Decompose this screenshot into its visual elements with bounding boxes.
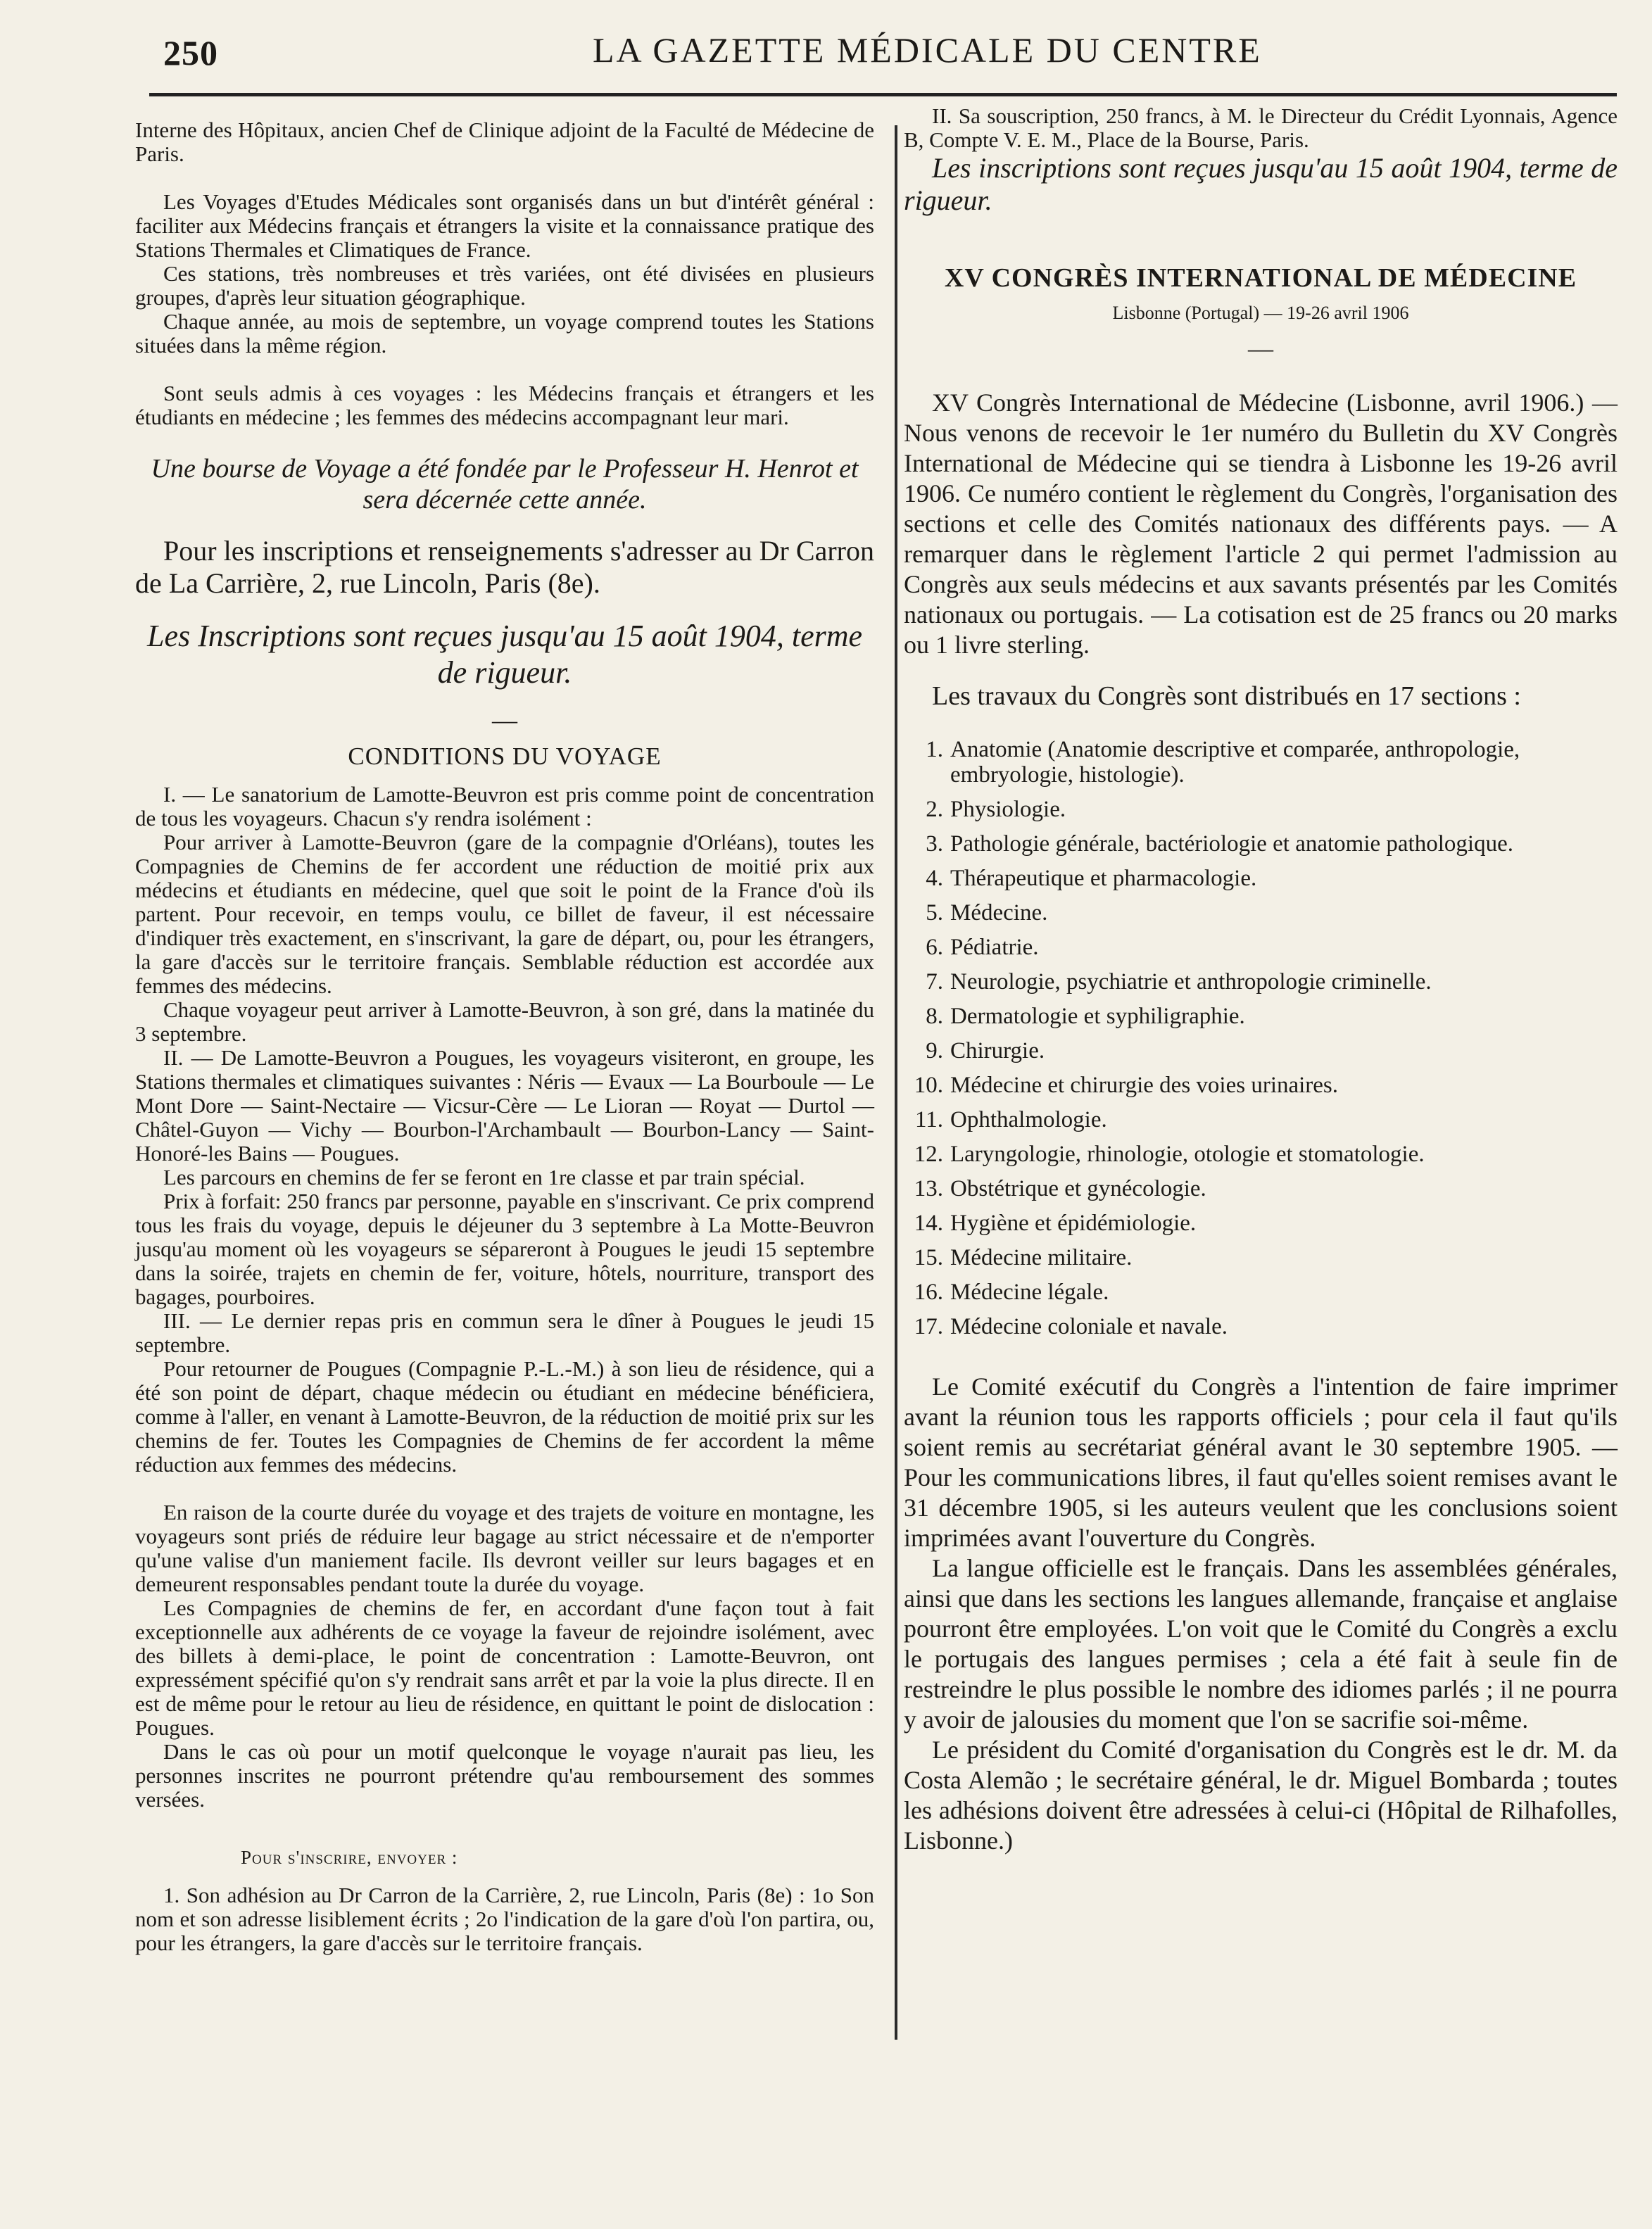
section-label: Pédiatrie. <box>950 935 1039 960</box>
paragraph-comite: Le Comité exécutif du Congrès a l'intention de faire imprimer avant la réunion tous les rapports officiels ; pour cela il faut qu'ils soient remis au secrétariat général avant le 30 septembre 1905. — Pour les communications libres, il faut qu'elles soient remises avant le 31 décembre 1905, si les auteurs veulent que les conclusions soient imprimées avant l'ouverture du Congrès. <box>904 1372 1618 1552</box>
condition-1: I. — Le sanatorium de Lamotte-Beuvron est pris comme point de concentration de tous les voyageurs. Chacun s'y rendra isolément : <box>135 782 874 831</box>
section-number: 17. <box>914 1314 943 1339</box>
list-item <box>904 797 1618 822</box>
condition-4: II. — De Lamotte-Beuvron a Pougues, les voyageurs visiteront, en groupe, les Stations thermales et climatiques suivantes : Néris — Evaux — La Bourboule — Le Mont Dore — Saint-Nectaire — Vicsur-Cère — Le Lioran — Royat — Durtol — Châtel-Guyon — Vichy — Bourbon-l'Archambault — Bourbon-Lancy — Saint-Honoré-les Bains — Pougues. <box>135 1045 874 1166</box>
section-number: 12. <box>914 1142 943 1167</box>
section-label: Obstétrique et gynécologie. <box>950 1176 1206 1201</box>
section-number: 5. <box>926 900 943 926</box>
section-label: Chirurgie. <box>950 1038 1045 1063</box>
list-item <box>904 1038 1618 1063</box>
section-number: 3. <box>926 831 943 857</box>
congress-separator: — <box>1248 334 1273 362</box>
section-label: Thérapeutique et pharmacologie. <box>950 866 1257 891</box>
condition-5: Les parcours en chemins de fer se feront en 1re classe et par train spécial. <box>163 1165 805 1189</box>
paragraph-voyages: Les Voyages d'Etudes Médicales sont organisés dans un but d'intérêt général : faciliter aux Médecins français et étrangers la visite et la connaissance pratique des Stations Thermales et Climatiques de France. <box>135 189 874 262</box>
congress-subtitle: Lisbonne (Portugal) — 19-26 avril 1906 <box>1112 303 1409 323</box>
page-number: 250 <box>163 33 218 72</box>
list-item <box>904 1004 1618 1029</box>
list-item <box>904 1176 1618 1201</box>
list-item <box>904 900 1618 926</box>
section-number: 6. <box>926 935 943 960</box>
paragraph-admis: Sont seuls admis à ces voyages : les Médecins français et étrangers et les étudiants en médecine ; les femmes des médecins accompagnant leur mari. <box>135 381 874 429</box>
section-label: Laryngologie, rhinologie, otologie et stomatologie. <box>950 1142 1425 1167</box>
list-item <box>904 1107 1618 1132</box>
section-label: Médecine et chirurgie des voies urinaires. <box>950 1073 1339 1098</box>
section-number: 2. <box>926 797 943 822</box>
condition-11: Dans le cas où pour un motif quelconque le voyage n'aurait pas lieu, les personnes inscrites ne pourront prétendre qu'au remboursement des sommes versées. <box>135 1739 874 1812</box>
subscription-step-2: II. Sa souscription, 250 francs, à M. le Directeur du Crédit Lyonnais, Agence B, Compte V. E. M., Place de la Bourse, Paris. <box>904 103 1618 152</box>
condition-3: Chaque voyageur peut arriver à Lamotte-Beuvron, à son gré, dans la matinée du 3 septembre. <box>135 997 874 1046</box>
condition-10: Les Compagnies de chemins de fer, en accordant d'une façon tout à fait exceptionnelle aux adhérents de ce voyage la faveur de rejoindre isolément, avec des billets à demi-place, le point de concentration : Lamotte-Beuvron, ont expressément spécifié qu'on s'y rendrait sans arrêt et par la voie la plus directe. Il en est de même pour le retour au lieu de résidence, en quittant le point de dislocation : Pougues. <box>135 1596 874 1740</box>
inscriptions-deadline-right: Les inscriptions sont reçues jusqu'au 15 août 1904, terme de rigueur. <box>904 152 1618 216</box>
inscriptions-address: Pour les inscriptions et renseignements s'adresser au Dr Carron de La Carrière, 2, rue Lincoln, Paris (8e). <box>135 535 874 599</box>
bourse-notice: Une bourse de Voyage a été fondée par le Professeur H. Henrot et sera décernée cette année. <box>151 454 859 514</box>
section-number: 1. <box>926 737 943 762</box>
section-label: Neurologie, psychiatrie et anthropologie criminelle. <box>950 969 1432 994</box>
list-item <box>904 1280 1618 1305</box>
enroll-step-1: 1. Son adhésion au Dr Carron de la Carrière, 2, rue Lincoln, Paris (8e) : 1o Son nom et son adresse lisiblement écrits ; 2o l'indication de la gare d'où l'on partira, ou, pour les étrangers, la gare d'accès sur le territoire français. <box>135 1883 874 1955</box>
list-item <box>904 1142 1618 1167</box>
running-title: LA GAZETTE MÉDICALE DU CENTRE <box>593 30 1262 70</box>
list-item <box>904 969 1618 994</box>
section-number: 4. <box>926 866 943 891</box>
list-item <box>904 1211 1618 1236</box>
section-number: 11. <box>914 1107 943 1132</box>
header-rule <box>149 93 1617 96</box>
condition-9: En raison de la courte durée du voyage et des trajets de voiture en montagne, les voyageurs sont priés de réduire leur bagage au strict nécessaire et de n'emporter qu'une valise d'un maniement facile. Ils devront veiller sur leurs bagages et en demeurent responsables pendant toute la durée du voyage. <box>135 1500 874 1596</box>
conditions-heading: CONDITIONS DU VOYAGE <box>348 743 662 770</box>
sections-intro: Les travaux du Congrès sont distribués en 17 sections : <box>932 681 1521 711</box>
list-item <box>904 1245 1618 1270</box>
section-label: Anatomie (Anatomie descriptive et comparée, anthropologie, embryologie, histologie). <box>950 737 1520 788</box>
section-label: Ophthalmologie. <box>950 1107 1107 1132</box>
paragraph-stations: Ces stations, très nombreuses et très variées, ont été divisées en plusieurs groupes, d'après leur situation géographique. <box>135 261 874 310</box>
section-label: Médecine coloniale et navale. <box>950 1314 1228 1339</box>
section-number: 14. <box>914 1211 943 1236</box>
intro-continuation: Interne des Hôpitaux, ancien Chef de Clinique adjoint de la Faculté de Médecine de Paris. <box>135 118 874 166</box>
section-number: 9. <box>926 1038 943 1063</box>
section-label: Pathologie générale, bactériologie et anatomie pathologique. <box>950 831 1513 857</box>
enroll-heading: Pour s'inscrire, envoyer : <box>241 1847 458 1868</box>
list-item <box>904 737 1618 788</box>
congress-title: XV CONGRÈS INTERNATIONAL DE MÉDECINE <box>944 263 1577 293</box>
column-divider <box>895 125 897 2040</box>
section-number: 7. <box>926 969 943 994</box>
congress-intro: XV Congrès International de Médecine (Lisbonne, avril 1906.) — Nous venons de recevoir le 1er numéro du Bulletin du XV Congrès International de Médecine qui se tiendra à Lisbonne les 19-26 avril 1906. Ce numéro contient le règlement du Congrès, l'organisation des sections et celle des Comités nationaux des différents pays. — A remarquer dans le règlement l'article 2 qui permet l'admission au Congrès aux seuls médecins et aux savants présentés par les Comités nationaux ou portugais. — La cotisation est de 25 francs ou 20 marks ou 1 livre sterling. <box>904 389 1618 659</box>
section-number: 16. <box>914 1280 943 1305</box>
section-label: Hygiène et épidémiologie. <box>950 1211 1197 1236</box>
section-number: 8. <box>926 1004 943 1029</box>
section-label: Médecine militaire. <box>950 1245 1133 1270</box>
condition-7: III. — Le dernier repas pris en commun sera le dîner à Pougues le jeudi 15 septembre. <box>135 1308 874 1357</box>
section-label: Médecine légale. <box>950 1280 1109 1305</box>
list-item <box>904 1314 1618 1339</box>
right-column <box>904 104 1618 1856</box>
condition-8: Pour retourner de Pougues (Compagnie P.-L.-M.) à son lieu de résidence, qui a été son point de départ, chaque médecin ou étudiant en médecine bénéficiera, comme à l'aller, en venant à Lamotte-Beuvron, de la réduction de moitié prix sur les chemins de fer. Toutes les Compagnies de Chemins de fer accordent la même réduction aux femmes des médecins. <box>135 1356 874 1477</box>
paragraph-langue: La langue officielle est le français. Dans les assemblées générales, ainsi que dans les sections les langues allemande, française et anglaise pourront être employées. L'on voit que le Comité du Congrès a exclu le portugais des langues permises ; cela a été fait à seule fin de restreindre le plus possible le nombre des idiomes parlés ; il ne pourra y avoir de jalousies du moment que l'on se sacrifie soi-même. <box>904 1554 1618 1734</box>
section-number: 13. <box>914 1176 943 1201</box>
condition-2: Pour arriver à Lamotte-Beuvron (gare de la compagnie d'Orléans), toutes les Compagnies de Chemins de fer accordent une réduction de moitié prix aux médecins et étudiants en médecine, quel que soit le point de la France d'où ils partent. Pour recevoir, en temps voulu, ce billet de faveur, il est nécessaire d'indiquer très exactement, en s'inscrivant, la gare de départ, ou, pour les étrangers, la gare d'accès sur le territoire français. Semblable réduction est accordée aux femmes des médecins. <box>135 830 874 998</box>
list-item <box>904 935 1618 960</box>
list-item <box>904 1073 1618 1098</box>
section-label: Dermatologie et syphiligraphie. <box>950 1004 1245 1029</box>
condition-6: Prix à forfait: 250 francs par personne, payable en s'inscrivant. Ce prix comprend tous les frais du voyage, depuis le déjeuner du 3 septembre à La Motte-Beuvron jusqu'au moment où les voyageurs se sépareront à Pougues le jeudi 15 septembre dans la soirée, trajets en chemin de fer, voiture, hôtels, nourriture, transport des bagages, pourboires. <box>135 1189 874 1309</box>
section-label: Physiologie. <box>950 797 1066 822</box>
sections-list <box>904 737 1618 1339</box>
separator-dash: — <box>492 706 517 734</box>
left-column <box>135 118 874 1955</box>
paragraph-chaque-annee: Chaque année, au mois de septembre, un voyage comprend toutes les Stations situées dans la même région. <box>135 309 874 358</box>
paragraph-president: Le président du Comité d'organisation du Congrès est le dr. M. da Costa Alemão ; le secrétaire général, le dr. Miguel Bombarda ; toutes les adhésions doivent être adressées à celui-ci (Hôpital de Rilhafolles, Lisbonne.) <box>904 1736 1618 1855</box>
list-item <box>904 831 1618 857</box>
list-item <box>904 866 1618 891</box>
section-number: 15. <box>914 1245 943 1270</box>
section-label: Médecine. <box>950 900 1048 926</box>
inscriptions-deadline: Les Inscriptions sont reçues jusqu'au 15 août 1904, terme de rigueur. <box>146 619 863 690</box>
section-number: 10. <box>914 1073 943 1098</box>
